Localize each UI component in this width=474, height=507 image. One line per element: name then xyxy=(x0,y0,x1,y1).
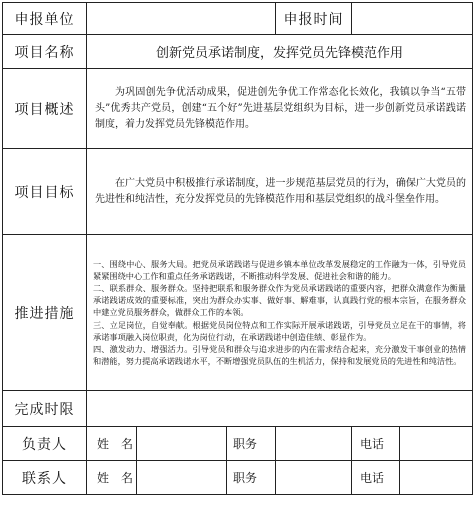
goal-text[interactable]: 在广大党员中积极推行承诺制度，进一步规范基层党员的行为，确保广大党员的先进性和纯洁性，充分发挥党员的先锋模范作用和基层党组织的战斗堡垒作用。 xyxy=(87,149,473,235)
responsible-post-label: 职务 xyxy=(227,427,276,461)
contact-name-label: 姓 名 xyxy=(87,461,137,495)
contact-phone-label: 电话 xyxy=(352,461,400,495)
contact-name-field[interactable] xyxy=(137,461,227,495)
goal-label: 项目目标 xyxy=(3,149,87,235)
time-label: 申报时间 xyxy=(276,3,352,35)
responsible-label: 负责人 xyxy=(3,427,87,461)
responsible-name-label: 姓 名 xyxy=(87,427,137,461)
deadline-label: 完成时限 xyxy=(3,391,87,427)
measures-text[interactable] xyxy=(87,235,473,391)
unit-label: 申报单位 xyxy=(3,3,87,35)
row-overview xyxy=(3,69,473,149)
project-name-value[interactable]: 创新党员承诺制度，发挥党员先锋模范作用 xyxy=(87,35,473,69)
row-deadline xyxy=(3,391,473,427)
unit-value-field[interactable] xyxy=(87,3,276,35)
measure-item-4: 四、激发动力、增强活力。引导党员和群众与追求进步的内在需求结合起来，充分激发干事创业的热情和潜能，努力提高承诺践诺水平，不断增强党员队伍的生机活力，保持和发展党员的先进性和纯洁性。 xyxy=(93,344,466,367)
form-table xyxy=(2,2,473,495)
responsible-post-field[interactable] xyxy=(276,427,352,461)
responsible-phone-label: 电话 xyxy=(352,427,400,461)
contact-label: 联系人 xyxy=(3,461,87,495)
row-goal xyxy=(3,149,473,235)
contact-phone-field[interactable] xyxy=(400,461,473,495)
responsible-name-field[interactable] xyxy=(137,427,227,461)
row-contact xyxy=(3,461,473,495)
row-responsible xyxy=(3,427,473,461)
time-value-field[interactable] xyxy=(352,3,473,35)
overview-text[interactable]: 为巩固创先争优活动成果，促进创先争优工作常态化长效化，我镇以争当“五带头”优秀共产党员，创建“五个好”先进基层党组织为目标，进一步创新党员承诺践诺制度，着力发挥党员先锋模范作用。 xyxy=(87,69,473,149)
row-measures xyxy=(3,235,473,391)
responsible-phone-field[interactable] xyxy=(400,427,473,461)
measures-label: 推进措施 xyxy=(3,235,87,391)
contact-post-field[interactable] xyxy=(276,461,352,495)
measure-item-2: 二、联系群众、服务群众。坚持把联系和服务群众作为党员承诺践诺的重要内容，把群众满意作为衡量承诺践诺成效的重要标准，突出为群众办实事、做好事、解难事，认真践行党的根本宗旨，在服务群众中建立党员服务群众，做群众工作的本领。 xyxy=(93,282,466,318)
row-unit xyxy=(3,3,473,35)
deadline-value-field[interactable] xyxy=(87,391,473,427)
application-form xyxy=(0,2,474,507)
contact-post-label: 职务 xyxy=(227,461,276,495)
row-project-name xyxy=(3,35,473,69)
measure-item-1: 一、围绕中心、服务大局。把党员承诺践诺与促进乡镇本单位改革发展稳定的工作融为一体，引导党员紧紧围绕中心工作和重点任务承诺践诺，不断推动科学发展、促进社会和谐的能力。 xyxy=(93,258,466,281)
measure-item-3: 三、立足岗位，自觉奉献。根据党员岗位特点和工作实际开展承诺践诺，引导党员立足在干的事情，将承诺事项融入岗位职责，化为岗位行动，在承诺践诺中创造佳绩、彰显作为。 xyxy=(93,319,466,342)
overview-label: 项目概述 xyxy=(3,69,87,149)
project-name-label: 项目名称 xyxy=(3,35,87,69)
